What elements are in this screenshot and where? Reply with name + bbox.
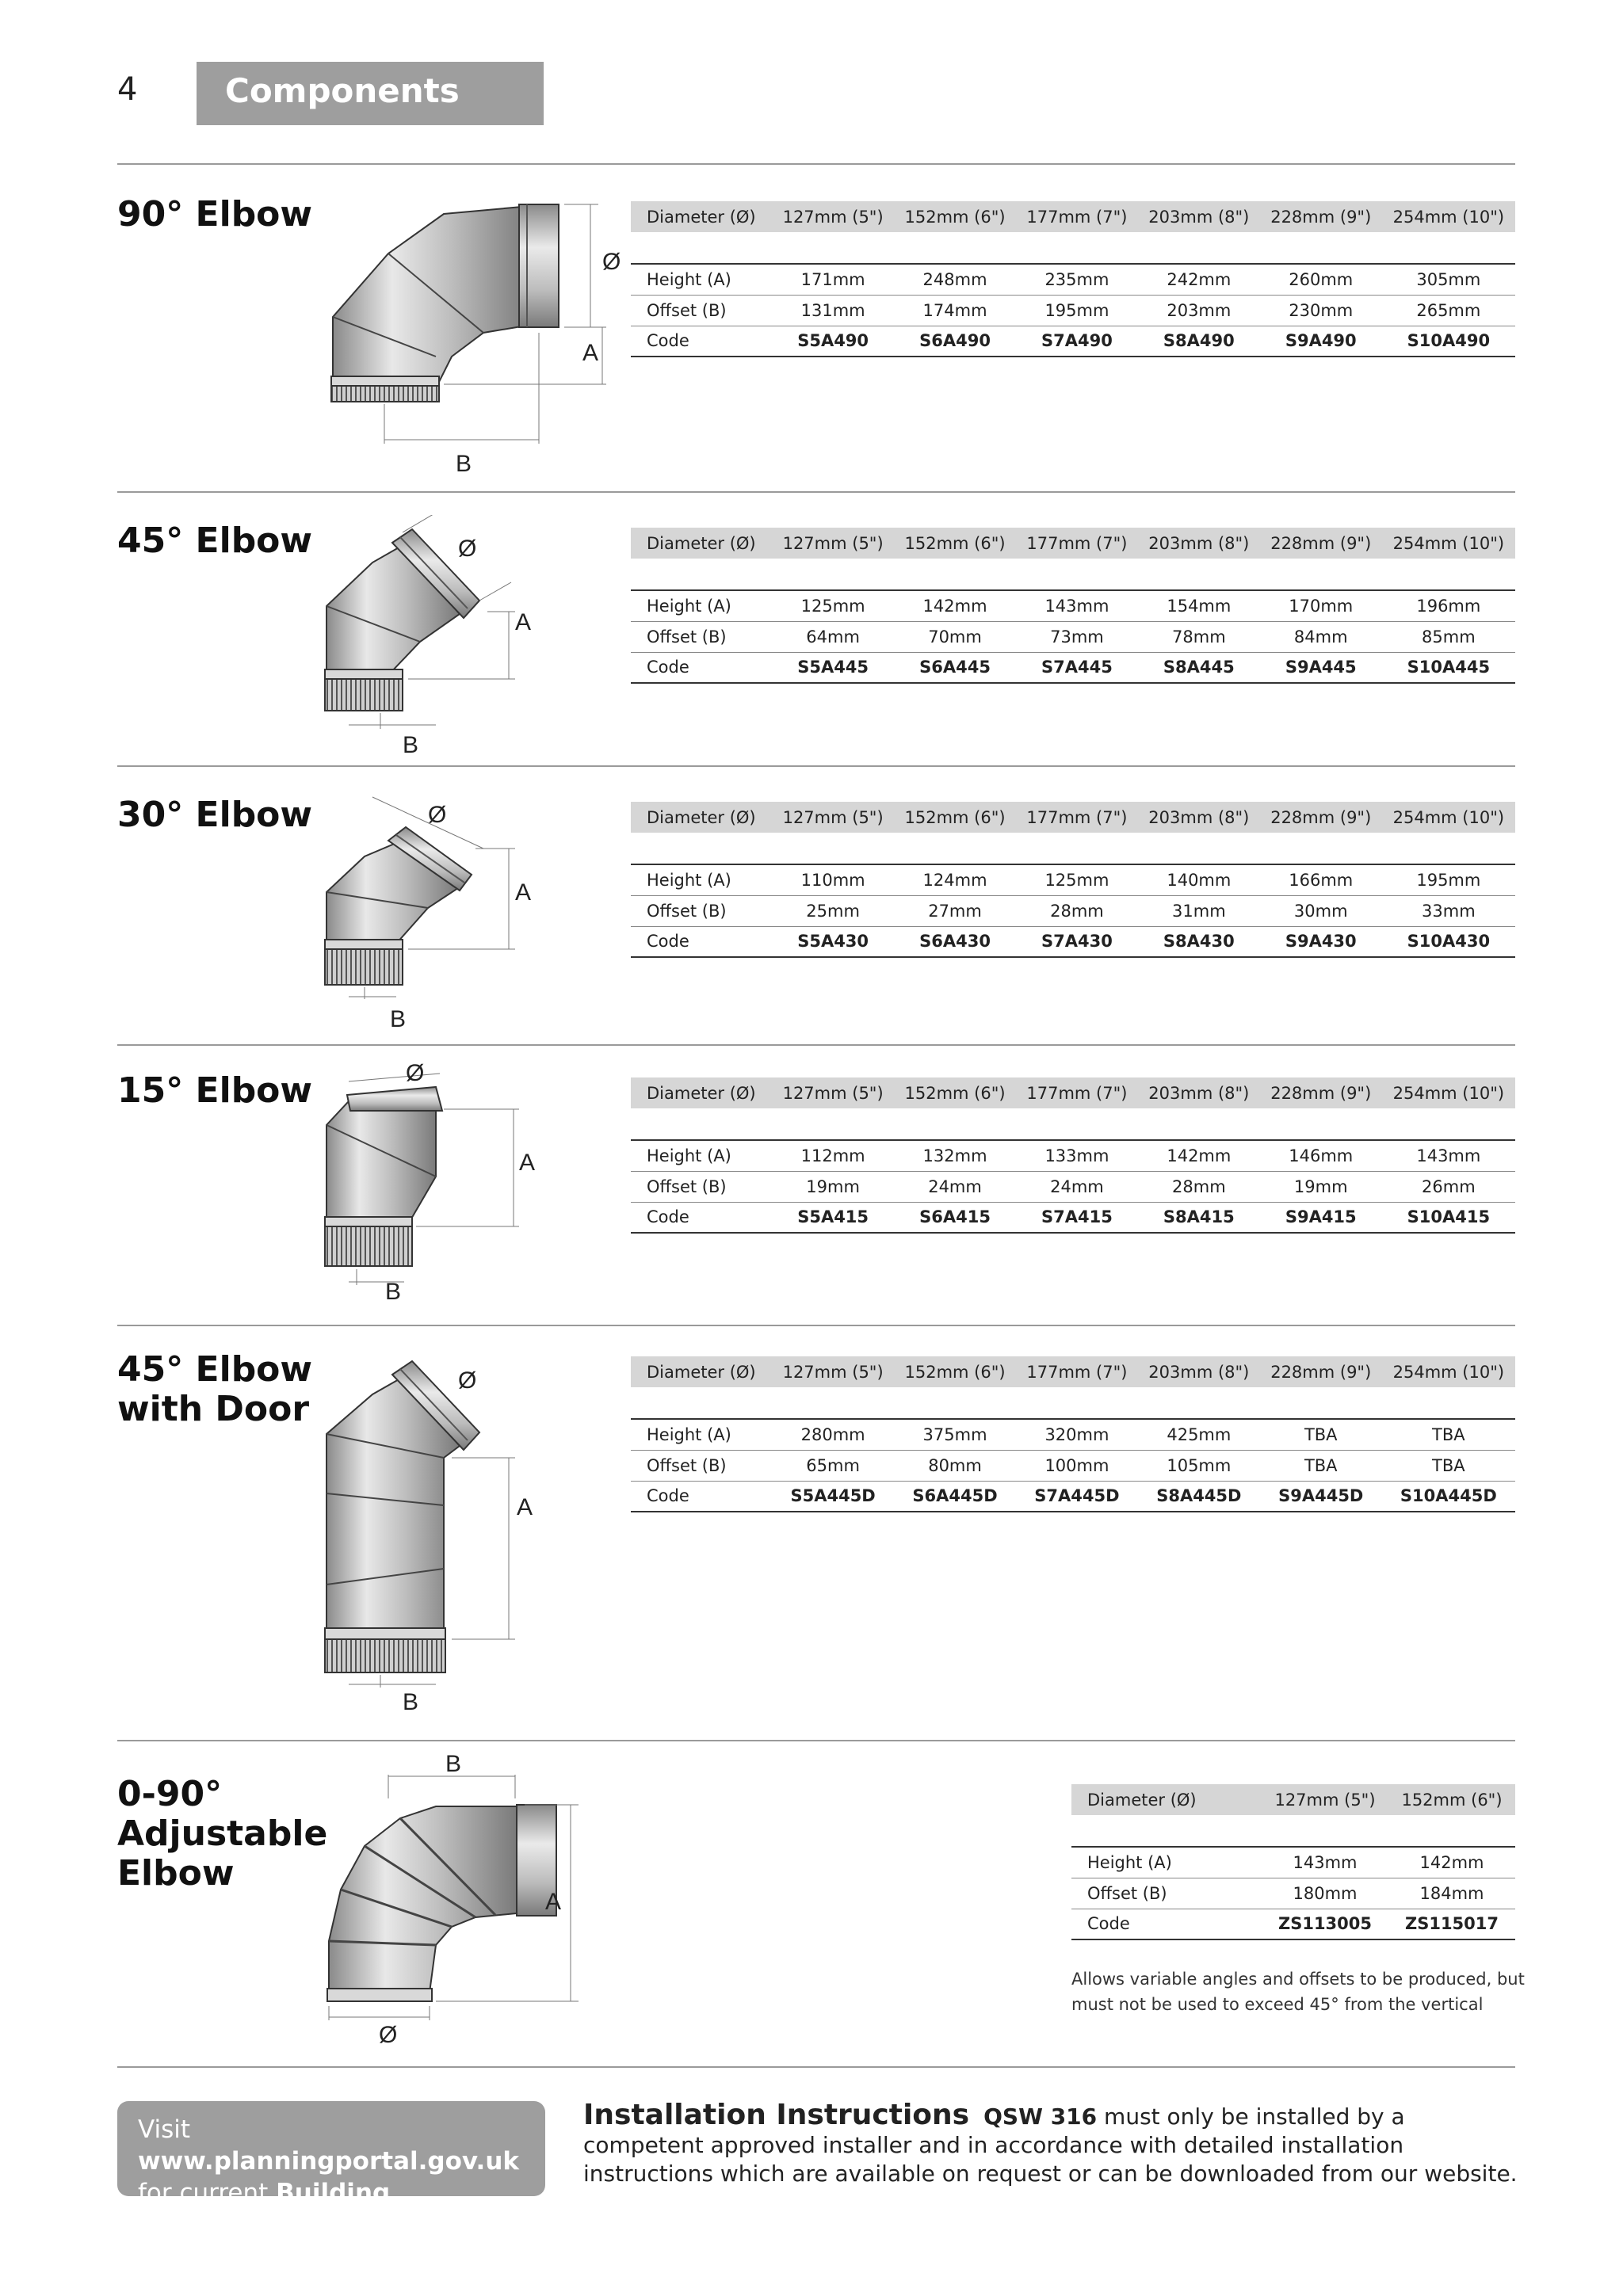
table-header-cell: 254mm (10"): [1382, 201, 1515, 232]
visit-prefix: Visit: [138, 2115, 191, 2144]
installation-code: QSW 316: [983, 2103, 1098, 2130]
table-header-cell: 152mm (6"): [1388, 1784, 1515, 1815]
table-header-cell: 228mm (9"): [1260, 528, 1382, 559]
product-code: S6A430: [894, 926, 1016, 957]
diameter-label: Ø: [379, 2022, 398, 2044]
table-cell: 112mm: [772, 1140, 894, 1171]
table-cell: 425mm: [1138, 1419, 1260, 1450]
spec-table-15-elbow: [631, 1077, 1515, 1234]
product-code: S8A445D: [1138, 1481, 1260, 1512]
product-code: S9A430: [1260, 926, 1382, 957]
height-label: A: [515, 609, 532, 635]
installation-text: must only be installed by a competent approved installer and in accordance with detailed installation instructions which are available on request or can be downloaded from our website.: [583, 2103, 1518, 2187]
table-cell: 78mm: [1138, 621, 1260, 652]
table-cell: 26mm: [1382, 1171, 1515, 1202]
offset-label: B: [445, 1751, 462, 1777]
section-title-adjustable-elbow: [117, 1775, 327, 1894]
table-cell: 265mm: [1382, 295, 1515, 326]
table-cell: 133mm: [1016, 1140, 1138, 1171]
table-row: [1071, 1909, 1515, 1939]
diagram-45-elbow-with-door: [317, 1347, 555, 1711]
divider: [117, 491, 1515, 493]
table-cell: 143mm: [1016, 590, 1138, 621]
table-header-cell: 152mm (6"): [894, 1356, 1016, 1387]
table-cell: 19mm: [772, 1171, 894, 1202]
table-cell: 64mm: [772, 621, 894, 652]
table-cell: 184mm: [1388, 1878, 1515, 1909]
product-code: S6A445: [894, 652, 1016, 683]
table-header-cell: 203mm (8"): [1138, 201, 1260, 232]
table-row-label: Height (A): [631, 1419, 772, 1450]
divider: [117, 163, 1515, 165]
table-row: [631, 895, 1515, 926]
table-row: [631, 295, 1515, 326]
table-cell: 24mm: [1016, 1171, 1138, 1202]
table-cell: 230mm: [1260, 295, 1382, 326]
product-code: S5A490: [772, 326, 894, 357]
table-row: [631, 1202, 1515, 1233]
section-title-45-elbow-with-door: [117, 1350, 312, 1429]
table-row-label: Height (A): [631, 590, 772, 621]
table-cell: 19mm: [1260, 1171, 1382, 1202]
table-cell: 73mm: [1016, 621, 1138, 652]
table-header-cell: 254mm (10"): [1382, 528, 1515, 559]
table-row-label: Height (A): [1071, 1847, 1262, 1878]
product-code: S10A415: [1382, 1202, 1515, 1233]
table-cell: 203mm: [1138, 295, 1260, 326]
title-line: 0-90°: [117, 1774, 223, 1814]
table-cell: 146mm: [1260, 1140, 1382, 1171]
title-line: 30° Elbow: [117, 795, 313, 835]
table-cell: 65mm: [772, 1450, 894, 1481]
table-header-row: [1071, 1784, 1515, 1815]
table-header-cell: 228mm (9"): [1260, 201, 1382, 232]
page-number: 4: [117, 71, 138, 108]
diameter-label: Ø: [458, 536, 477, 562]
product-code: S8A415: [1138, 1202, 1260, 1233]
section-title-45-elbow: [117, 521, 312, 561]
table-cell: 33mm: [1382, 895, 1515, 926]
table-header-cell: 127mm (5"): [772, 201, 894, 232]
table-cell: 166mm: [1260, 864, 1382, 895]
product-code: S5A430: [772, 926, 894, 957]
table-row-label: Offset (B): [631, 895, 772, 926]
title-line: 45° Elbow: [117, 1349, 313, 1390]
table-header-cell: 152mm (6"): [894, 201, 1016, 232]
product-code: ZS113005: [1262, 1909, 1388, 1939]
table-cell: 170mm: [1260, 590, 1382, 621]
table-cell: 131mm: [772, 295, 894, 326]
table-header-cell: 228mm (9"): [1260, 1077, 1382, 1108]
product-code: S10A430: [1382, 926, 1515, 957]
offset-label: B: [403, 732, 419, 758]
product-code: S6A445D: [894, 1481, 1016, 1512]
table-header-row: [631, 802, 1515, 833]
height-label: A: [545, 1889, 562, 1915]
table-header-cell: 127mm (5"): [772, 1077, 894, 1108]
installation-title: Installation Instructions: [583, 2099, 970, 2131]
table-row: [631, 1140, 1515, 1171]
spec-table-90-elbow: [631, 201, 1515, 357]
table-header-cell: 152mm (6"): [894, 528, 1016, 559]
table-row-label: Height (A): [631, 264, 772, 295]
title-line: 15° Elbow: [117, 1070, 313, 1111]
offset-label: B: [403, 1689, 419, 1711]
table-row: [631, 590, 1515, 621]
table-header-cell: 203mm (8"): [1138, 1356, 1260, 1387]
table-row: [631, 621, 1515, 652]
diameter-label: Ø: [458, 1367, 477, 1394]
table-row: [631, 264, 1515, 295]
table-row: [631, 326, 1515, 357]
table-row-label: Code: [631, 1202, 772, 1233]
title-line: Adjustable: [117, 1814, 328, 1854]
table-header-cell: Diameter (Ø): [631, 201, 772, 232]
divider: [117, 2066, 1515, 2068]
table-cell: TBA: [1382, 1419, 1515, 1450]
table-cell: 31mm: [1138, 895, 1260, 926]
table-row-label: Height (A): [631, 1140, 772, 1171]
table-cell: 132mm: [894, 1140, 1016, 1171]
installation-instructions: [583, 2101, 1518, 2188]
table-cell: 280mm: [772, 1419, 894, 1450]
product-code: S10A490: [1382, 326, 1515, 357]
product-code: S5A445D: [772, 1481, 894, 1512]
table-header-cell: 177mm (7"): [1016, 528, 1138, 559]
table-header-cell: 254mm (10"): [1382, 1077, 1515, 1108]
table-cell: 70mm: [894, 621, 1016, 652]
table-row-label: Offset (B): [631, 1450, 772, 1481]
table-cell: 320mm: [1016, 1419, 1138, 1450]
table-cell: 125mm: [1016, 864, 1138, 895]
product-code: S7A490: [1016, 326, 1138, 357]
diagram-90-elbow: [317, 190, 634, 483]
product-code: S10A445D: [1382, 1481, 1515, 1512]
diameter-label: Ø: [428, 802, 447, 828]
table-cell: 180mm: [1262, 1878, 1388, 1909]
product-code: S7A445: [1016, 652, 1138, 683]
table-header-cell: 254mm (10"): [1382, 802, 1515, 833]
table-cell: 142mm: [1388, 1847, 1515, 1878]
table-cell: TBA: [1382, 1450, 1515, 1481]
table-row: [631, 926, 1515, 957]
table-row-label: Offset (B): [631, 295, 772, 326]
product-code: S10A445: [1382, 652, 1515, 683]
product-code: S6A415: [894, 1202, 1016, 1233]
table-cell: 25mm: [772, 895, 894, 926]
table-cell: 375mm: [894, 1419, 1016, 1450]
spec-table-45-elbow: [631, 528, 1515, 684]
table-cell: 30mm: [1260, 895, 1382, 926]
height-label: A: [517, 1494, 533, 1520]
table-cell: 142mm: [894, 590, 1016, 621]
table-header-cell: 203mm (8"): [1138, 802, 1260, 833]
table-cell: 248mm: [894, 264, 1016, 295]
table-header-cell: 203mm (8"): [1138, 528, 1260, 559]
table-header-cell: 177mm (7"): [1016, 1356, 1138, 1387]
product-code: ZS115017: [1388, 1909, 1515, 1939]
table-header-cell: 127mm (5"): [772, 528, 894, 559]
table-row: [631, 1171, 1515, 1202]
table-row: [631, 1481, 1515, 1512]
table-row: [631, 1419, 1515, 1450]
table-cell: 154mm: [1138, 590, 1260, 621]
table-header-cell: 228mm (9"): [1260, 802, 1382, 833]
table-row-label: Height (A): [631, 864, 772, 895]
table-row-label: Offset (B): [631, 1171, 772, 1202]
height-label: A: [582, 340, 599, 366]
table-header-cell: Diameter (Ø): [1071, 1784, 1262, 1815]
product-code: S9A415: [1260, 1202, 1382, 1233]
table-row-label: Offset (B): [631, 621, 772, 652]
table-row-label: Offset (B): [1071, 1878, 1262, 1909]
product-code: S8A430: [1138, 926, 1260, 957]
building-regulations-text: Building Regulations: [138, 2179, 391, 2239]
table-cell: TBA: [1260, 1419, 1382, 1450]
table-cell: 171mm: [772, 264, 894, 295]
table-header-cell: 228mm (9"): [1260, 1356, 1382, 1387]
divider: [117, 765, 1515, 767]
table-header-cell: Diameter (Ø): [631, 528, 772, 559]
table-header-cell: 177mm (7"): [1016, 802, 1138, 833]
product-code: S7A445D: [1016, 1481, 1138, 1512]
table-cell: 305mm: [1382, 264, 1515, 295]
table-cell: 195mm: [1382, 864, 1515, 895]
diameter-label: Ø: [406, 1062, 425, 1086]
table-cell: TBA: [1260, 1450, 1382, 1481]
table-cell: 235mm: [1016, 264, 1138, 295]
spec-table-adjustable-elbow: [1071, 1784, 1515, 1940]
table-header-cell: 127mm (5"): [1262, 1784, 1388, 1815]
table-row-label: Code: [631, 926, 772, 957]
product-code: S7A430: [1016, 926, 1138, 957]
offset-label: B: [390, 1006, 407, 1032]
height-label: A: [515, 879, 532, 906]
table-header-cell: 152mm (6"): [894, 1077, 1016, 1108]
table-header-cell: 177mm (7"): [1016, 1077, 1138, 1108]
diameter-label: Ø: [602, 249, 621, 275]
table-cell: 110mm: [772, 864, 894, 895]
product-code: S6A490: [894, 326, 1016, 357]
table-header-row: [631, 1077, 1515, 1108]
offset-label: B: [456, 451, 472, 477]
table-cell: 80mm: [894, 1450, 1016, 1481]
title-line: Elbow: [117, 1853, 235, 1894]
section-tab: Components: [197, 62, 544, 125]
table-cell: 174mm: [894, 295, 1016, 326]
product-code: S9A490: [1260, 326, 1382, 357]
table-cell: 28mm: [1016, 895, 1138, 926]
diagram-15-elbow: [317, 1062, 555, 1307]
table-row: [1071, 1878, 1515, 1909]
table-header-cell: 152mm (6"): [894, 802, 1016, 833]
table-row-label: Code: [631, 1481, 772, 1512]
table-header-cell: 127mm (5"): [772, 802, 894, 833]
divider: [117, 1044, 1515, 1046]
table-cell: 143mm: [1262, 1847, 1388, 1878]
table-row: [631, 652, 1515, 683]
spec-table-45-elbow-with-door: [631, 1356, 1515, 1512]
product-code: S8A490: [1138, 326, 1260, 357]
table-header-row: [631, 201, 1515, 232]
section-title-30-elbow: [117, 795, 312, 835]
product-code: S5A445: [772, 652, 894, 683]
title-line: 90° Elbow: [117, 194, 313, 235]
table-cell: 242mm: [1138, 264, 1260, 295]
table-header-cell: 177mm (7"): [1016, 201, 1138, 232]
table-row-label: Code: [631, 326, 772, 357]
planning-portal-box: [117, 2101, 545, 2239]
visit-line2-prefix: for current: [138, 2179, 277, 2207]
table-cell: 24mm: [894, 1171, 1016, 1202]
table-row-label: Code: [631, 652, 772, 683]
table-cell: 124mm: [894, 864, 1016, 895]
table-cell: 142mm: [1138, 1140, 1260, 1171]
table-row: [631, 864, 1515, 895]
table-cell: 195mm: [1016, 295, 1138, 326]
table-header-cell: Diameter (Ø): [631, 1356, 772, 1387]
table-header-row: [631, 1356, 1515, 1387]
table-header-cell: Diameter (Ø): [631, 802, 772, 833]
title-line: 45° Elbow: [117, 521, 313, 561]
table-cell: 28mm: [1138, 1171, 1260, 1202]
adjustable-elbow-note: Allows variable angles and offsets to be produced, but must not be used to exceed 45° from the vertical: [1071, 1970, 1525, 2014]
height-label: A: [519, 1150, 536, 1176]
diagram-30-elbow: [317, 789, 555, 1035]
table-cell: 84mm: [1260, 621, 1382, 652]
table-row-label: Code: [1071, 1909, 1262, 1939]
table-cell: 260mm: [1260, 264, 1382, 295]
table-cell: 85mm: [1382, 621, 1515, 652]
table-header-cell: 203mm (8"): [1138, 1077, 1260, 1108]
product-code: S9A445D: [1260, 1481, 1382, 1512]
table-header-cell: 254mm (10"): [1382, 1356, 1515, 1387]
table-cell: 140mm: [1138, 864, 1260, 895]
planning-portal-link[interactable]: www.planningportal.gov.uk: [138, 2147, 520, 2176]
product-code: S7A415: [1016, 1202, 1138, 1233]
title-line: with Door: [117, 1389, 310, 1429]
section-title-15-elbow: [117, 1071, 312, 1111]
table-header-cell: Diameter (Ø): [631, 1077, 772, 1108]
table-header-cell: 127mm (5"): [772, 1356, 894, 1387]
product-code: S8A445: [1138, 652, 1260, 683]
diagram-adjustable-elbow: [317, 1751, 586, 2044]
table-cell: 196mm: [1382, 590, 1515, 621]
divider: [117, 1740, 1515, 1741]
table-row: [1071, 1847, 1515, 1878]
product-code: S9A445: [1260, 652, 1382, 683]
spec-table-30-elbow: [631, 802, 1515, 958]
table-cell: 100mm: [1016, 1450, 1138, 1481]
product-code: S5A415: [772, 1202, 894, 1233]
table-header-row: [631, 528, 1515, 559]
section-title-90-elbow: [117, 195, 312, 235]
table-cell: 125mm: [772, 590, 894, 621]
table-cell: 105mm: [1138, 1450, 1260, 1481]
table-cell: 27mm: [894, 895, 1016, 926]
diagram-45-elbow: [317, 515, 555, 761]
divider: [117, 1325, 1515, 1326]
table-row: [631, 1450, 1515, 1481]
offset-label: B: [385, 1279, 402, 1305]
table-cell: 143mm: [1382, 1140, 1515, 1171]
